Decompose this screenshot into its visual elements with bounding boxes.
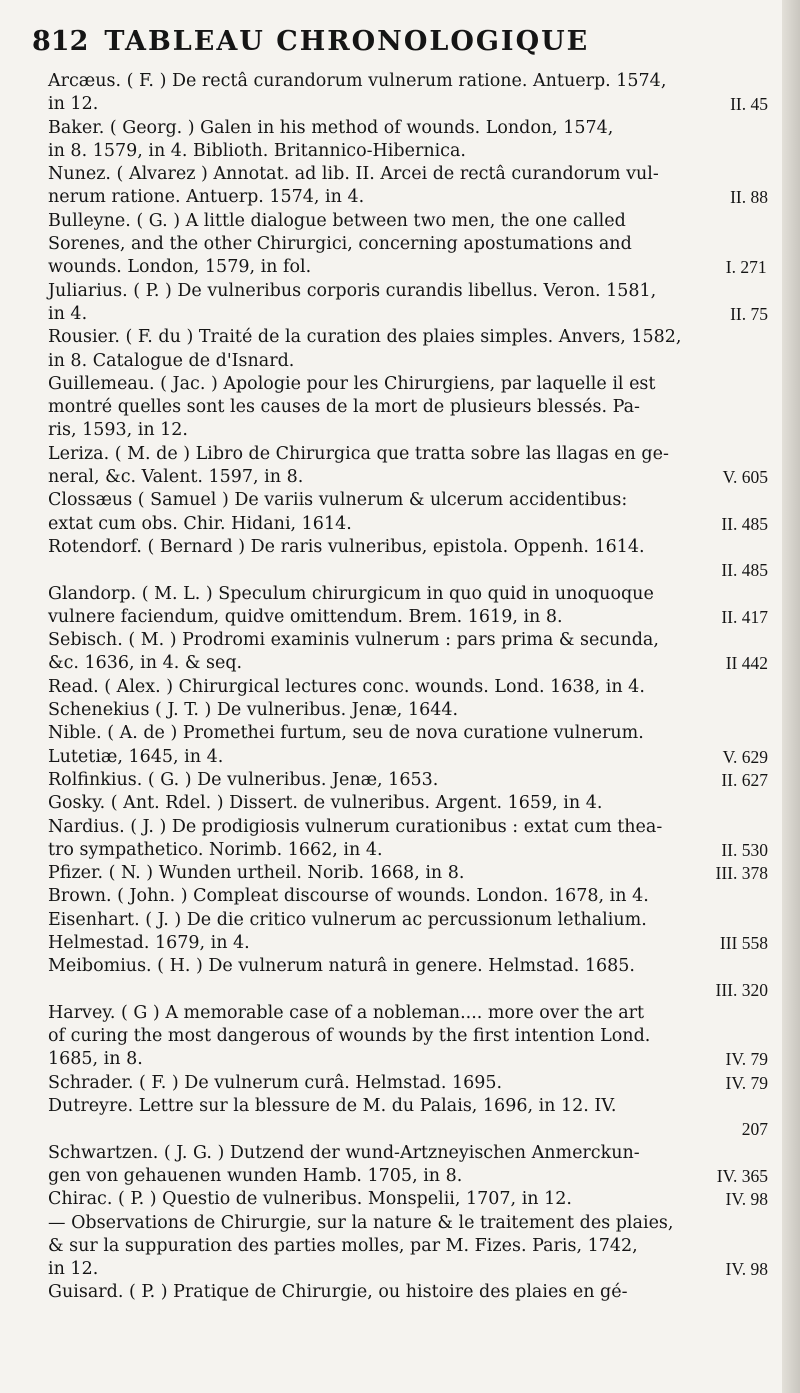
entry-reference: IV. 79 (725, 1072, 768, 1093)
entry-reference: II. 75 (730, 303, 768, 324)
entry-line: Juliarius. ( P. ) De vulneribus corporis curandis libellus. Veron. 1581, (48, 280, 657, 301)
bibliography-entry (48, 1212, 768, 1282)
page-number: 812 (32, 26, 89, 57)
entry-last-line (48, 606, 768, 629)
entry-line: Leriza. ( M. de ) Libro de Chirurgica que tratta sobre las llagas en ge- (48, 443, 669, 464)
bibliography-entry (48, 1095, 768, 1142)
entry-last-line (48, 1072, 768, 1095)
entry-line: Harvey. ( G ) A memorable case of a nobleman.... more over the art (48, 1002, 645, 1023)
entry-text: Brown. ( John. ) Compleat discourse of wounds. London. 1678, in 4. (48, 886, 649, 907)
entry-text: Schrader. ( F. ) De vulnerum curâ. Helmstad. 1695. (48, 1072, 503, 1093)
entry-reference: IV. 79 (725, 1049, 768, 1070)
bibliography-entry (48, 629, 768, 676)
entry-last-line (64, 1118, 768, 1141)
entry-line: Clossæus ( Samuel ) De variis vulnerum & ulcerum accidentibus: (48, 490, 628, 511)
entry-reference: II. 45 (730, 94, 768, 115)
entry-reference: II. 88 (730, 187, 768, 208)
entry-text: in 12. (48, 94, 99, 115)
entry-last-line (48, 746, 768, 769)
bibliography-entry (48, 210, 768, 280)
entry-text: Guisard. ( P. ) Pratique de Chirurgie, ou histoire des plaies en gé- (48, 1282, 628, 1303)
entry-reference: II. 485 (721, 513, 768, 534)
entry-text: nerum ratione. Antuerp. 1574, in 4. (48, 187, 365, 208)
entry-line: Meibomius. ( H. ) De vulnerum naturâ in genere. Helmstad. 1685. (48, 956, 635, 977)
entry-text: Pfizer. ( N. ) Wunden urtheil. Norib. 1668, in 8. (48, 863, 465, 884)
entry-text: in 4. (48, 303, 88, 324)
entry-last-line (48, 93, 768, 116)
bibliography-entry (48, 117, 768, 164)
entry-line: Rousier. ( F. du ) Traité de la curation des plaies simples. Anvers, 1582, (48, 327, 682, 348)
entry-line: Rotendorf. ( Bernard ) De raris vulneribus, epistola. Oppenh. 1614. (48, 536, 645, 557)
entry-line: montré quelles sont les causes de la mort de plusieurs blessés. Pa- (48, 397, 640, 418)
entry-line: & sur la suppuration des parties molles, par M. Fizes. Paris, 1742, (48, 1235, 638, 1256)
entry-text: Chirac. ( P. ) Questio de vulneribus. Monspelii, 1707, in 12. (48, 1189, 572, 1210)
entry-reference: III. 378 (715, 863, 768, 884)
entry-line: — Observations de Chirurgie, sur la nature & le traitement des plaies, (48, 1212, 674, 1233)
entry-reference: IV. 365 (716, 1165, 768, 1186)
entry-reference: III. 320 (715, 979, 768, 1000)
entry-reference: II. 485 (721, 560, 768, 581)
entry-last-line (48, 1258, 768, 1281)
bibliography-entry (48, 70, 768, 117)
bibliography-entry (48, 699, 768, 722)
entry-text: Gosky. ( Ant. Rdel. ) Dissert. de vulneribus. Argent. 1659, in 4. (48, 793, 603, 814)
entry-last-line (48, 1188, 768, 1211)
entry-last-line (48, 303, 768, 326)
entry-last-line (48, 1165, 768, 1188)
bibliography-entry (48, 1142, 768, 1189)
entry-last-line (48, 862, 768, 885)
entry-reference: II 442 (725, 653, 768, 674)
entry-last-line (64, 559, 768, 582)
entry-text: Read. ( Alex. ) Chirurgical lectures conc. wounds. Lond. 1638, in 4. (48, 676, 645, 697)
entry-line: of curing the most dangerous of wounds by the first intention Lond. (48, 1026, 651, 1047)
bibliography-entry (48, 163, 768, 210)
entry-line: Nible. ( A. de ) Promethei furtum, seu de nova curatione vulnerum. (48, 723, 644, 744)
entry-last-line (48, 932, 768, 955)
entry-last-line (48, 419, 768, 442)
entry-last-line (48, 769, 768, 792)
entry-reference: V. 605 (722, 467, 768, 488)
bibliography-entry (48, 909, 768, 956)
entry-reference: I. 271 (725, 257, 767, 278)
entry-last-line (48, 652, 768, 675)
entry-last-line (48, 256, 768, 279)
bibliography-entry (48, 676, 768, 699)
entry-last-line (48, 466, 768, 489)
entry-last-line (48, 676, 768, 699)
entry-last-line (64, 979, 768, 1002)
entry-text: wounds. London, 1579, in fol. (48, 257, 312, 278)
bibliography-entry (48, 792, 768, 815)
entry-reference: 207 (741, 1119, 768, 1140)
bibliography-entry (48, 373, 768, 443)
entry-last-line (48, 350, 768, 373)
bibliography-entry (48, 885, 768, 908)
entry-last-line (48, 792, 768, 815)
entry-reference: IV. 98 (725, 1259, 768, 1280)
page-edge (782, 0, 800, 1393)
entry-last-line (48, 1048, 768, 1071)
entry-reference: II. 627 (721, 769, 768, 790)
bibliography-entry (48, 816, 768, 863)
entry-line: Bulleyne. ( G. ) A little dialogue between two men, the one called (48, 210, 626, 231)
entry-reference: V. 629 (722, 746, 768, 767)
entry-text: neral, &c. Valent. 1597, in 8. (48, 467, 304, 488)
bibliography-entry (48, 769, 768, 792)
entry-line: Glandorp. ( M. L. ) Speculum chirurgicum in quo quid in unoquoque (48, 583, 654, 604)
entry-reference: III 558 (719, 932, 768, 953)
entry-reference: IV. 98 (725, 1189, 768, 1210)
bibliography-entry (48, 862, 768, 885)
entry-line: Eisenhart. ( J. ) De die critico vulnerum ac percussionum lethalium. (48, 909, 647, 930)
entry-line: Nunez. ( Alvarez ) Annotat. ad lib. II. Arcei de rectâ curandorum vul- (48, 164, 659, 185)
entry-text: tro sympathetico. Norimb. 1662, in 4. (48, 839, 383, 860)
entry-text: in 12. (48, 1259, 99, 1280)
entry-text: Schenekius ( J. T. ) De vulneribus. Jenæ, 1644. (48, 700, 459, 721)
entry-line: Dutreyre. Lettre sur la blessure de M. du Palais, 1696, in 12. IV. (48, 1096, 617, 1117)
entry-text: in 8. 1579, in 4. Biblioth. Britannico-Hibernica. (48, 140, 466, 161)
entry-last-line (48, 1281, 768, 1304)
running-head: TABLEAU CHRONOLOGIQUE (104, 26, 590, 57)
bibliography-entry (48, 1072, 768, 1095)
bibliography-entry (48, 1002, 768, 1072)
entry-last-line (48, 885, 768, 908)
entry-line: Baker. ( Georg. ) Galen in his method of wounds. London, 1574, (48, 117, 614, 138)
bibliography-entry (48, 280, 768, 327)
entry-text: &c. 1636, in 4. & seq. (48, 653, 243, 674)
entry-reference: II. 417 (721, 606, 768, 627)
entry-text: Helmestad. 1679, in 4. (48, 932, 250, 953)
bibliography-entry (48, 583, 768, 630)
entry-line: Schwartzen. ( J. G. ) Dutzend der wund-Artzneyischen Anmerckun- (48, 1142, 640, 1163)
bibliography-entry (48, 1188, 768, 1211)
entry-last-line (48, 513, 768, 536)
bibliography-list (48, 70, 768, 1305)
entry-text: vulnere faciendum, quidve omittendum. Brem. 1619, in 8. (48, 606, 563, 627)
entry-text: extat cum obs. Chir. Hidani, 1614. (48, 513, 352, 534)
entry-text: ris, 1593, in 12. (48, 420, 188, 441)
entry-line: Arcæus. ( F. ) De rectâ curandorum vulnerum ratione. Antuerp. 1574, (48, 71, 667, 91)
bibliography-entry (48, 955, 768, 1002)
bibliography-entry (48, 443, 768, 490)
entry-line: Sorenes, and the other Chirurgici, concerning apostumations and (48, 234, 632, 255)
entry-reference: II. 530 (721, 839, 768, 860)
bibliography-entry (48, 536, 768, 583)
entry-text: gen von gehauenen wunden Hamb. 1705, in 8. (48, 1165, 463, 1186)
entry-last-line (48, 699, 768, 722)
entry-line: Guillemeau. ( Jac. ) Apologie pour les Chirurgiens, par laquelle il est (48, 373, 656, 394)
bibliography-entry (48, 326, 768, 373)
entry-last-line (48, 186, 768, 209)
entry-last-line (48, 140, 768, 163)
bibliography-entry (48, 722, 768, 769)
entry-text: in 8. Catalogue de d'Isnard. (48, 350, 295, 371)
bibliography-entry (48, 489, 768, 536)
entry-text: Lutetiæ, 1645, in 4. (48, 746, 224, 767)
entry-text: 1685, in 8. (48, 1049, 143, 1070)
entry-line: Nardius. ( J. ) De prodigiosis vulnerum curationibus : extat cum thea- (48, 816, 663, 837)
page-header (32, 26, 770, 66)
entry-last-line (48, 839, 768, 862)
entry-line: Sebisch. ( M. ) Prodromi examinis vulnerum : pars prima & secunda, (48, 630, 659, 651)
entry-text: Rolfinkius. ( G. ) De vulneribus. Jenæ, 1653. (48, 769, 439, 790)
bibliography-entry (48, 1281, 768, 1304)
